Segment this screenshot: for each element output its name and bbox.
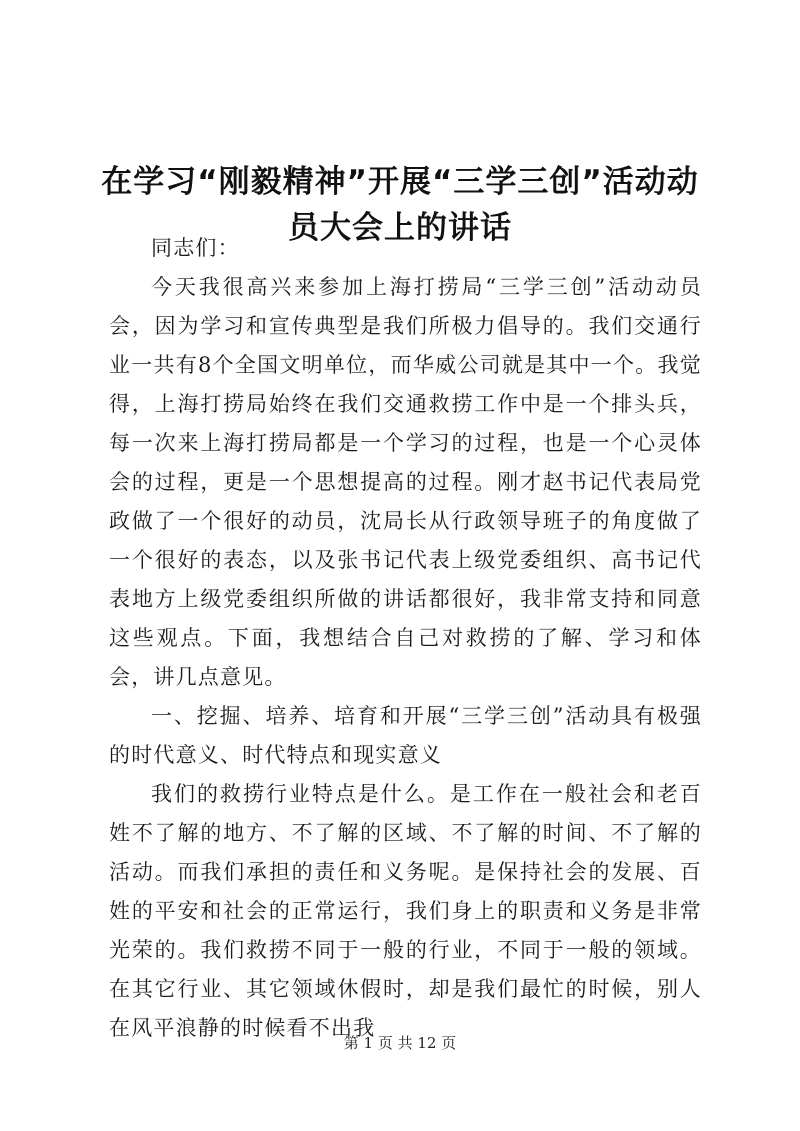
document-body: [109, 229, 702, 1048]
opening-paragraph: 今天我很高兴来参加上海打捞局“三学三创”活动动员会，因为学习和宣传典型是我们所极力倡导的。我们交通行业一共有8个全国文明单位，而华威公司就是其中一个。我觉得，上海打捞局始终在我们交通救捞工作中是一个排头兵，每一次来上海打捞局都是一个学习的过程，也是一个心灵体会的过程，更是一个思想提高的过程。刚才赵书记代表局党政做了一个很好的动员，沈局长从行政领导班子的角度做了一个很好的表态，以及张书记代表上级党委组织、高书记代表地方上级党委组织所做的讲话都很好，我非常支持和同意这些观点。下面，我想结合自己对救捞的了解、学习和体会，讲几点意见。: [109, 275, 702, 689]
page-title: 在学习“刚毅精神”开展“三学三创”活动动员大会上的讲话: [101, 163, 699, 246]
body-paragraph: 我们的救捞行业特点是什么。是工作在一般社会和老百姓不了解的地方、不了解的区域、不了解的时间、不了解的活动。而我们承担的责任和义务呢。是保持社会的发展、百姓的平安和社会的正常运行，我们身上的职责和义务是非常光荣的。我们救捞不同于一般的行业，不同于一般的领域。在其它行业、其它领域休假时，却是我们最忙的时候，别人在风平浪静的时候看不出我: [109, 782, 702, 1040]
section-heading-paragraph: 一、挖掘、培养、培育和开展“三学三创”活动具有极强的时代意义、时代特点和现实意义: [109, 704, 702, 767]
page-footer: 第 1 页 共 12 页: [343, 1034, 457, 1052]
salutation-paragraph: 同志们：: [151, 236, 240, 260]
